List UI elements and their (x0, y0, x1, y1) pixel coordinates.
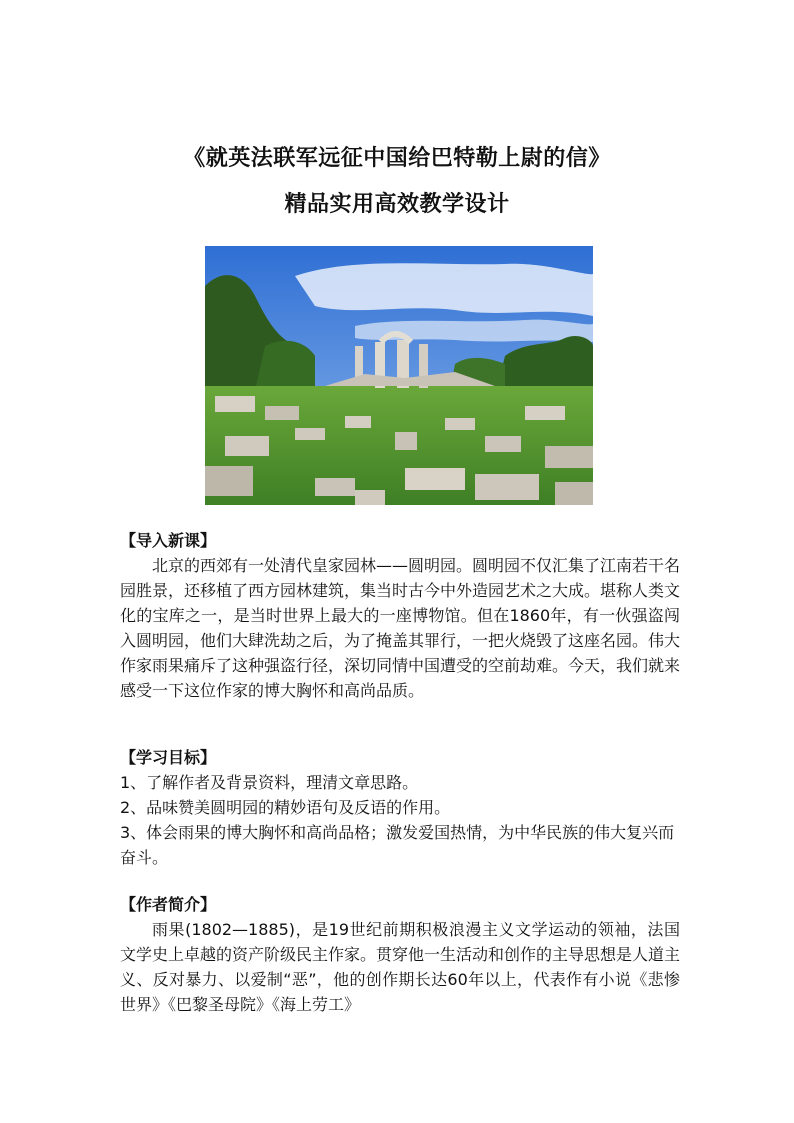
intro-paragraph: 北京的西郊有一处清代皇家园林——圆明园。圆明园不仅汇集了江南若干名园胜景，还移植了西方园林建筑，集当时古今中外造园艺术之大成。堪称人类文化的宝库之一，是当时世界上最大的一座博物馆。但在1860年，有一伙强盗闯入圆明园，他们大肆洗劫之后，为了掩盖其罪行，一把火烧毁了这座名园。伟大作家雨果痛斥了这种强盗行径，深切同情中国遭受的空前劫难。今天，我们就来感受一下这位作家的博大胸怀和高尚品质。 (120, 556, 681, 700)
goals-heading: 【学习目标】 (120, 748, 217, 767)
ruins-illustration (205, 246, 593, 505)
author-paragraph: 雨果(1802—1885)，是19世纪前期积极浪漫主义文学运动的领袖，法国文学史上卓越的资产阶级民主作家。贯穿他一生活动和创作的主导思想是人道主义、反对暴力、以爱制“恶”，他的创作期长达60年以上，代表作有小说《悲惨世界》《巴黎圣母院》《海上劳工》 (120, 920, 681, 1014)
intro-heading: 【导入新课】 (120, 531, 217, 550)
author-heading: 【作者简介】 (120, 895, 217, 914)
document-subtitle: 精品实用高效教学设计 (284, 191, 510, 217)
goal-item-2: 2、品味赞美圆明园的精妙语句及反语的作用。 (120, 798, 451, 817)
document-title: 《就英法联军远征中国给巴特勒上尉的信》 (183, 145, 611, 171)
author-section (120, 892, 680, 1017)
goal-item-3: 3、体会雨果的博大胸怀和高尚品格；激发爱国热情，为中华民族的伟大复兴而奋斗。 (120, 823, 675, 867)
goals-section (120, 745, 680, 870)
intro-section (120, 528, 680, 703)
yuanmingyuan-ruins-image (205, 246, 593, 505)
goal-item-1: 1、了解作者及背景资料，理清文章思路。 (120, 773, 419, 792)
